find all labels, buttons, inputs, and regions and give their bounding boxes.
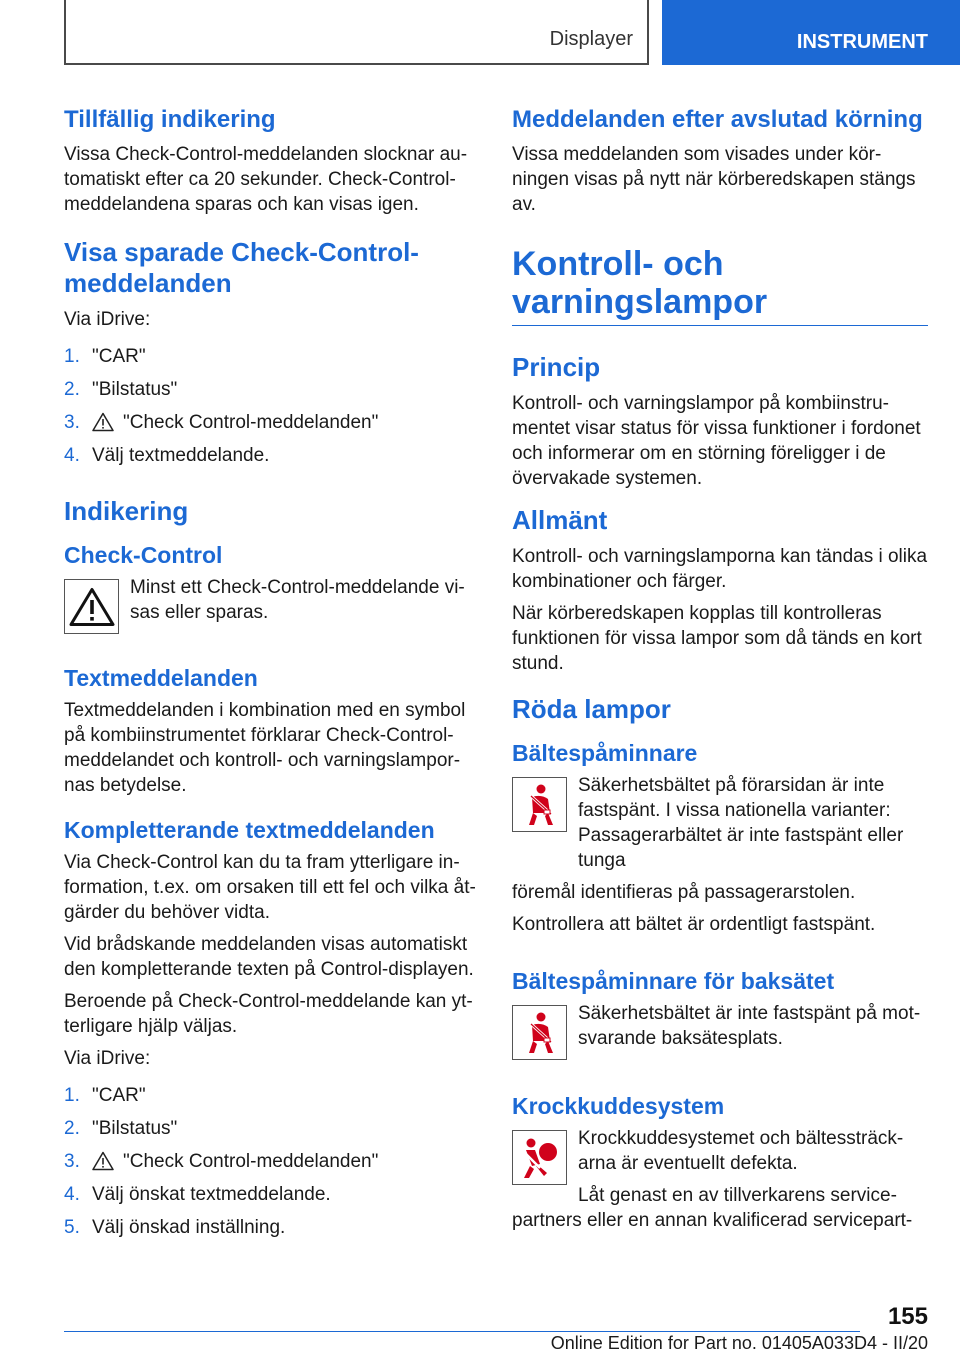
paragraph: Säkerhetsbältet på förarsidan är inte fastspänt. I vissa nationella varianter: Passagerarbältet är inte fastspänt eller tunga [578,775,904,871]
heading-airbag-system: Krockkuddesystem [512,1093,725,1119]
paragraph: Via Check-Control kan du ta fram ytterligare information, t.ex. om orsaken till ett fel och vilka åtgärder du behöver vidta. [64,852,476,923]
heading-text-messages: Textmeddelanden [64,665,258,691]
airbag-icon [518,1136,562,1180]
seatbelt-symbol [512,777,567,832]
check-control-symbol [64,579,119,634]
warning-triangle-icon [92,1151,114,1171]
paragraph: Låt genast en av tillverkarens service- [578,1185,897,1206]
check-control-row [64,575,478,634]
page-number: 155 [887,1303,928,1330]
paragraph: Kontroll- och varningslampor på kombiinstrumentet visar status för vissa funktioner i fordonet och informerar om en störning föreligger i de övervakade systemen. [512,393,921,489]
list-item: 1. "CAR" [64,1085,146,1106]
paragraph: Vissa Check-Control-meddelanden slocknar automatiskt efter ca 20 sekunder. Check-Control-meddelandena sparas och kan visas igen. [64,144,468,215]
paragraph: Via iDrive: [64,1048,151,1069]
paragraph: Beroende på Check-Control-meddelande kan ytterligare hjälp väljas. [64,991,473,1037]
list-item: 3. "Check Control-meddelanden" [64,412,379,433]
paragraph: Vid brådskande meddelanden visas automatiskt den kompletterande texten på Control-displayen. [64,934,474,980]
heading-indication: Indikering [64,496,189,526]
airbag-symbol [512,1130,567,1185]
paragraph: Krockkuddesystemet och bältessträckarna är eventuellt defekta. [578,1128,904,1174]
seatbelt-icon [520,783,560,827]
heading-rear-belt-reminder: Bältespåminnare för baksätet [512,968,835,994]
footer-edition: Online Edition for Part no. 01405A033D4 - II/20 [550,1333,928,1353]
rear-belt-reminder-row [512,1001,928,1060]
heading-messages-after-driving: Meddelanden efter avslutad körning [512,106,923,133]
seatbelt-icon [520,1011,560,1055]
header-section-label: Displayer [549,28,633,50]
heading-show-saved-messages: Visa sparade Check-Control-meddelanden [64,237,419,298]
header-chapter-tab: INSTRUMENT [662,0,960,65]
paragraph: Minst ett Check-Control-meddelande visas eller sparas. [130,577,465,623]
heading-supplementary-messages: Kompletterande textmeddelanden [64,817,435,843]
paragraph-continued: föremål identifieras på passagerarstolen. [512,882,856,903]
heading-temporary-indication: Tillfällig indikering [64,106,276,133]
steps-list [64,1083,478,1248]
list-item: 5. Välj önskad inställning. [64,1217,286,1238]
heading-indicator-warning-lights: Kontroll- och varningslampor [512,245,928,326]
paragraph: Säkerhetsbältet är inte fastspänt på motsvarande baksätesplats. [578,1003,921,1049]
heading-general: Allmänt [512,505,608,535]
list-item: 4. Välj textmeddelande. [64,445,270,466]
paragraph: Via iDrive: [64,309,151,330]
left-column [64,100,478,1254]
paragraph-continued: partners eller en annan kvalificerad servicepart- [512,1210,913,1231]
list-item: 3. "Check Control-meddelanden" [64,1151,379,1172]
paragraph: Textmeddelanden i kombination med en symbol på kombiinstrumentet förklarar Check-Control-meddelandet och kontroll- och varningslampornas betydelse. [64,700,466,796]
heading-check-control: Check-Control [64,542,223,568]
list-item: 2. "Bilstatus" [64,1118,178,1139]
footer-divider [64,1331,860,1332]
paragraph: Vissa meddelanden som visades under körningen visas på nytt när körberedskapen stängs av. [512,144,916,215]
header-section-box [64,0,649,65]
steps-list [64,344,478,476]
paragraph: Kontrollera att bältet är ordentligt fastspänt. [512,914,876,935]
airbag-row [512,1126,928,1215]
heading-belt-reminder: Bältespåminnare [512,740,698,766]
warning-triangle-icon [92,412,114,432]
paragraph: När körberedskapen kopplas till kontrolleras funktionen för vissa lampor som då tänds en kort stund. [512,603,922,674]
heading-red-lights: Röda lampor [512,694,671,724]
belt-reminder-row [512,773,928,880]
seatbelt-symbol [512,1005,567,1060]
heading-principle: Princip [512,352,601,382]
right-column [512,100,928,1240]
list-item: 4. Välj önskat textmeddelande. [64,1184,331,1205]
list-item: 2. "Bilstatus" [64,379,178,400]
list-item: 1. "CAR" [64,346,146,367]
warning-triangle-icon [69,587,115,627]
paragraph: Kontroll- och varningslamporna kan tändas i olika kombinationer och färger. [512,546,928,592]
